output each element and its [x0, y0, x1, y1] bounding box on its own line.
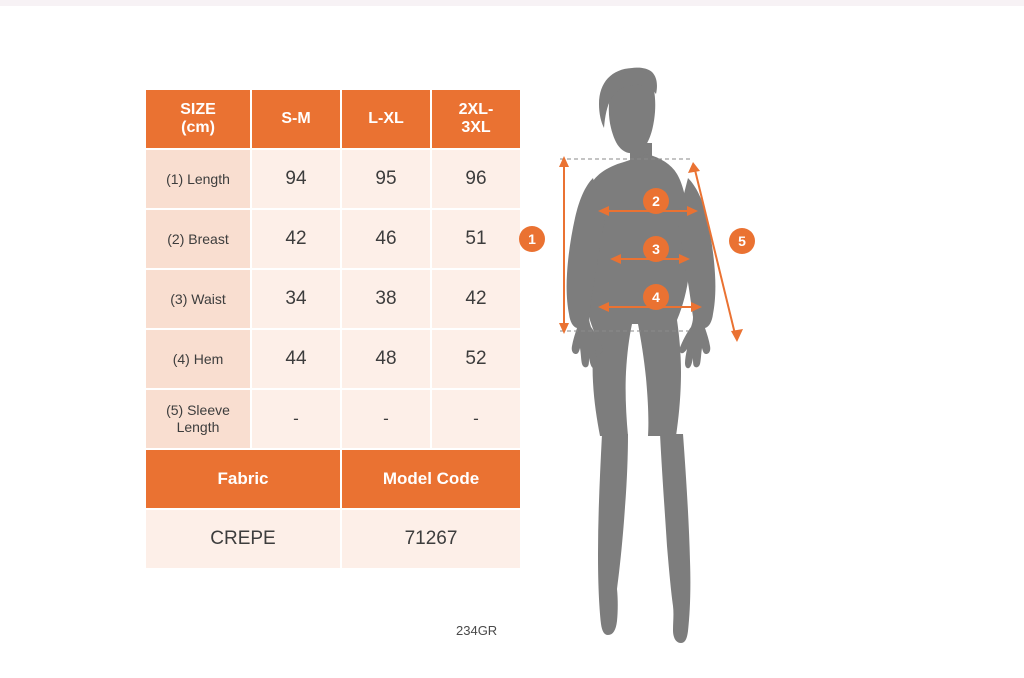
- cell-fabric-value: CREPE: [145, 509, 341, 569]
- code-note: 234GR: [456, 623, 498, 638]
- row-label-sleeve-line1: (5) Sleeve: [166, 402, 230, 419]
- cell-waist-2xl3xl: 42: [431, 269, 521, 329]
- row-label-hem: (4) Hem: [145, 329, 251, 389]
- cell-breast-sm: 42: [251, 209, 341, 269]
- model-figure-svg: [520, 46, 840, 646]
- cell-hem-sm: 44: [251, 329, 341, 389]
- table-body: [145, 149, 521, 569]
- fabric-header-row: [145, 449, 521, 509]
- header-size: [145, 89, 251, 149]
- cell-length-lxl: 95: [341, 149, 431, 209]
- cell-waist-sm: 34: [251, 269, 341, 329]
- size-table: [144, 88, 522, 570]
- table-row: [145, 209, 521, 269]
- cell-sleeve-lxl: -: [341, 389, 431, 449]
- header-model-code: Model Code: [341, 449, 521, 509]
- table-header-row: [145, 89, 521, 149]
- header-fabric: Fabric: [145, 449, 341, 509]
- cell-length-2xl3xl: 96: [431, 149, 521, 209]
- badge-1: 1: [519, 226, 545, 252]
- table-row: [145, 149, 521, 209]
- header-l-xl: L-XL: [341, 89, 431, 149]
- header-size-line2: (cm): [181, 119, 215, 136]
- cell-waist-lxl: 38: [341, 269, 431, 329]
- row-label-waist: (3) Waist: [145, 269, 251, 329]
- badge-3: 3: [643, 236, 669, 262]
- badge-4: 4: [643, 284, 669, 310]
- row-label-length: (1) Length: [145, 149, 251, 209]
- fabric-value-row: [145, 509, 521, 569]
- cell-sleeve-2xl3xl: -: [431, 389, 521, 449]
- row-label-sleeve-length: [145, 389, 251, 449]
- model-figure: [520, 46, 840, 646]
- header-s-m: S-M: [251, 89, 341, 149]
- body-silhouette: [567, 68, 716, 643]
- row-label-sleeve-line2: Length: [176, 419, 220, 435]
- header-size-line1: SIZE: [180, 100, 216, 118]
- cell-length-sm: 94: [251, 149, 341, 209]
- cell-model-code-value: 71267: [341, 509, 521, 569]
- table-row: [145, 269, 521, 329]
- cell-breast-2xl3xl: 51: [431, 209, 521, 269]
- table-row: [145, 329, 521, 389]
- size-chart-canvas: [0, 6, 1024, 678]
- row-label-breast: (2) Breast: [145, 209, 251, 269]
- table-row: [145, 389, 521, 449]
- cell-hem-2xl3xl: 52: [431, 329, 521, 389]
- table-header: [145, 89, 521, 149]
- cell-sleeve-sm: -: [251, 389, 341, 449]
- header-2xl-3xl: 2XL- 3XL: [431, 89, 521, 149]
- badge-2: 2: [643, 188, 669, 214]
- badge-5: 5: [729, 228, 755, 254]
- cell-breast-lxl: 46: [341, 209, 431, 269]
- cell-hem-lxl: 48: [341, 329, 431, 389]
